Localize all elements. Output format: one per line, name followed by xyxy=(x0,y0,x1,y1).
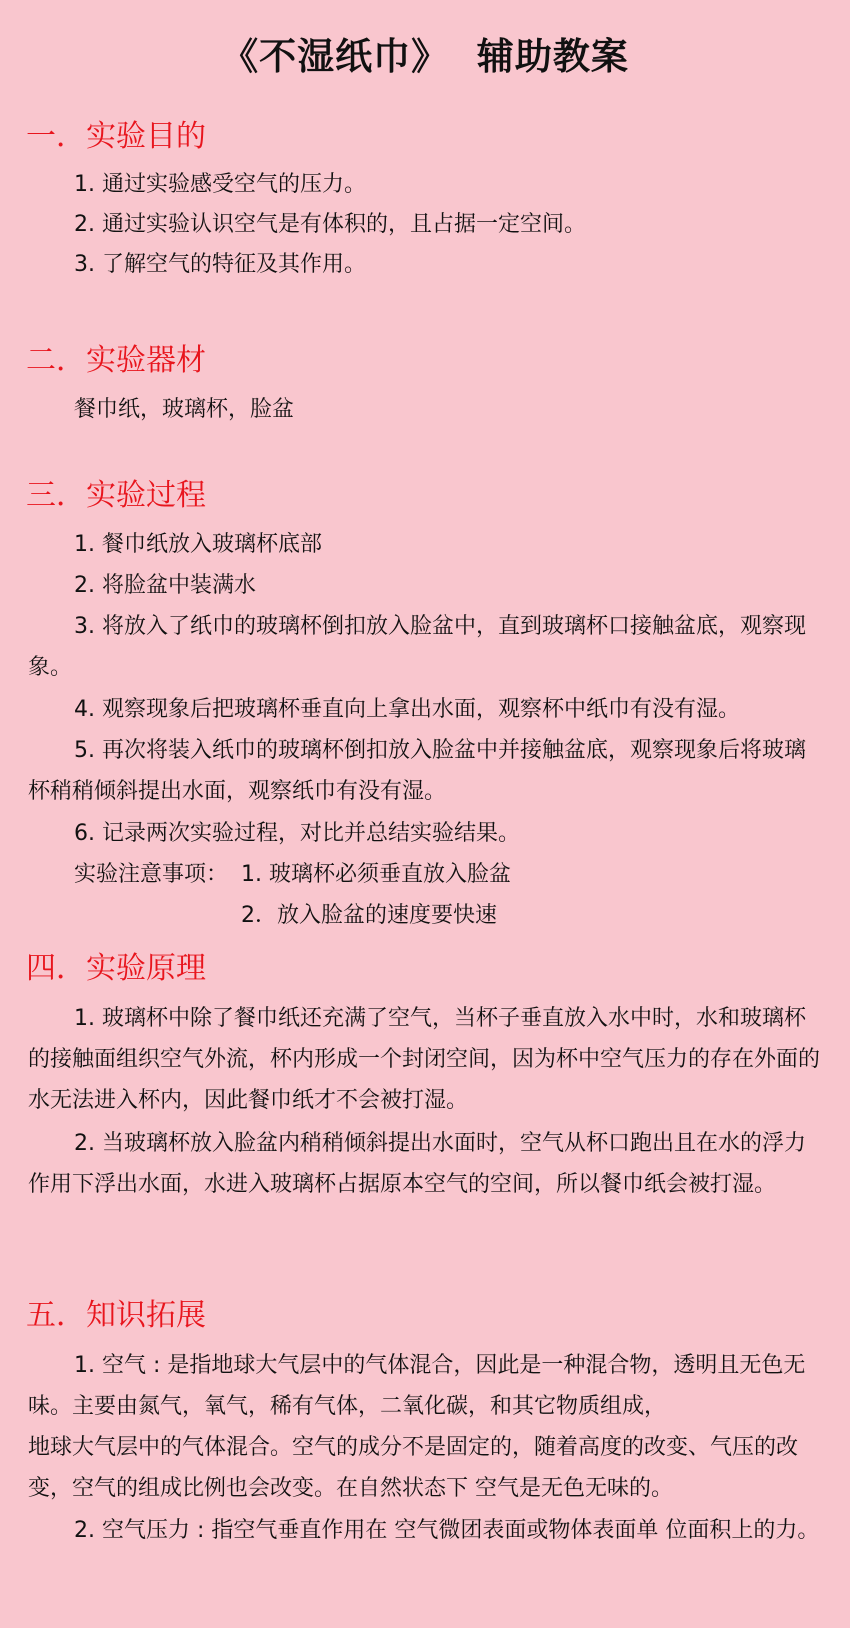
process-step-6: 6. 记录两次实验过程，对比并总结实验结果。 xyxy=(74,821,520,846)
extension-item-1: 1. 空气 : 是指地球大气层中的气体混合，因此是一种混合物，透明且无色无味。主要由氮气，氧气，稀有气体，二氧化碳，和其它物质组成， xyxy=(28,1353,806,1419)
process-step-4: 4. 观察现象后把玻璃杯垂直向上拿出水面，观察杯中纸巾有没有湿。 xyxy=(74,697,740,722)
process-step-1: 1. 餐巾纸放入玻璃杯底部 xyxy=(74,532,322,557)
section-heading-principle: 四．实验原理 xyxy=(26,951,206,986)
principle-item-1: 1. 玻璃杯中除了餐巾纸还充满了空气，当杯子垂直放入水中时，水和玻璃杯的接触面组织空气外流，杯内形成一个封闭空间，因为杯中空气压力的存在外面的水无法进入杯内，因此餐巾纸才不会被打湿。 xyxy=(28,1006,821,1113)
process-step-5: 5. 再次将装入纸巾的玻璃杯倒扣放入脸盆中并接触盆底，观察现象后将玻璃杯稍稍倾斜提出水面，观察纸巾有没有湿。 xyxy=(28,738,806,804)
principle-item-2: 2. 当玻璃杯放入脸盆内稍稍倾斜提出水面时，空气从杯口跑出且在水的浮力作用下浮出水面，水进入玻璃杯占据原本空气的空间，所以餐巾纸会被打湿。 xyxy=(28,1131,806,1197)
section-heading-extension: 五．知识拓展 xyxy=(26,1298,206,1333)
purpose-item-1: 1. 通过实验感受空气的压力。 xyxy=(74,172,366,197)
note-item-2: 2．放入脸盆的速度要快速 xyxy=(241,903,497,928)
section-heading-materials: 二．实验器材 xyxy=(26,343,206,378)
notes-label: 实验注意事项： xyxy=(74,862,229,887)
process-step-3: 3. 将放入了纸巾的玻璃杯倒扣放入脸盆中，直到玻璃杯口接触盆底，观察现象。 xyxy=(28,614,806,680)
section-heading-purpose: 一．实验目的 xyxy=(26,119,206,154)
materials-list: 餐巾纸，玻璃杯，脸盆 xyxy=(74,397,295,422)
note-item-1: 1. 玻璃杯必须垂直放入脸盆 xyxy=(241,862,511,887)
extension-item-2: 2. 空气压力 : 指空气垂直作用在 空气微团表面或物体表面单 位面积上的力。 xyxy=(74,1518,820,1543)
process-step-2: 2. 将脸盆中装满水 xyxy=(74,573,256,598)
page-title: 《不湿纸巾》 辅助教案 xyxy=(221,35,629,78)
purpose-item-2: 2. 通过实验认识空气是有体积的，且占据一定空间。 xyxy=(74,212,586,237)
section-heading-process: 三．实验过程 xyxy=(26,478,206,513)
extension-item-1-continued: 地球大气层中的气体混合。空气的成分不是固定的，随着高度的改变、气压的改变，空气的组成比例也会改变。在自然状态下 空气是无色无味的。 xyxy=(28,1435,799,1501)
purpose-item-3: 3. 了解空气的特征及其作用。 xyxy=(74,252,366,277)
